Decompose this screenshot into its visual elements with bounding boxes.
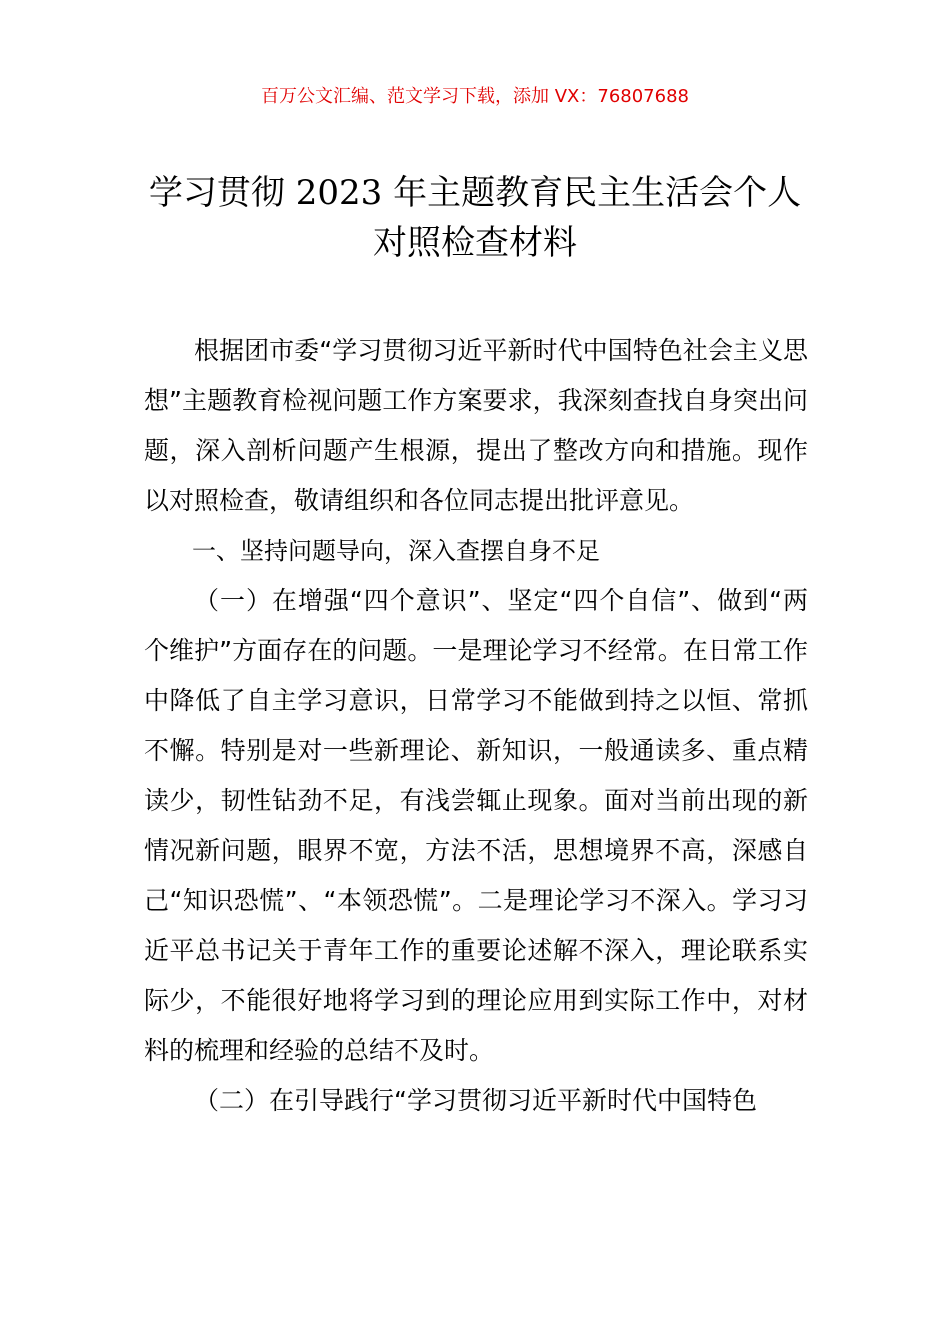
document-title: [120, 168, 830, 268]
header-note: 百万公文汇编、范文学习下载，添加 VX：76807688: [261, 86, 689, 107]
paragraph-issue-2: （二）在引导践行“学习贯彻习近平新时代中国特色: [194, 1086, 757, 1115]
title-line-1: 学习贯彻 2023 年主题教育民主生活会个人: [148, 173, 802, 213]
paragraph-intro: 根据团市委“学习贯彻习近平新时代中国特色社会主义思想”主题教育检视问题工作方案要求，我深刻查找自身突出问题，深入剖析问题产生根源，提出了整改方向和措施。现作以对照检查，敬请组织和各位同志提出批评意见。: [144, 336, 808, 515]
title-line-2: 对照检查材料: [373, 223, 577, 263]
section-heading-1: 一、坚持问题导向，深入查摆自身不足: [192, 537, 600, 565]
document-body: [144, 326, 808, 1126]
paragraph-issue-1: （一）在增强“四个意识”、坚定“四个自信”、做到“两个维护”方面存在的问题。一是理论学习不经常。在日常工作中降低了自主学习意识，日常学习不能做到持之以恒、常抓不懈。特别是对一些新理论、新知识，一般通读多、重点精读少，韧性钻劲不足，有浅尝辄止现象。面对当前出现的新情况新问题，眼界不宽，方法不活，思想境界不高，深感自己“知识恐慌”、“本领恐慌”。二是理论学习不深入。学习习近平总书记关于青年工作的重要论述解不深入，理论联系实际少，不能很好地将学习到的理论应用到实际工作中，对材料的梳理和经验的总结不及时。: [144, 586, 808, 1065]
